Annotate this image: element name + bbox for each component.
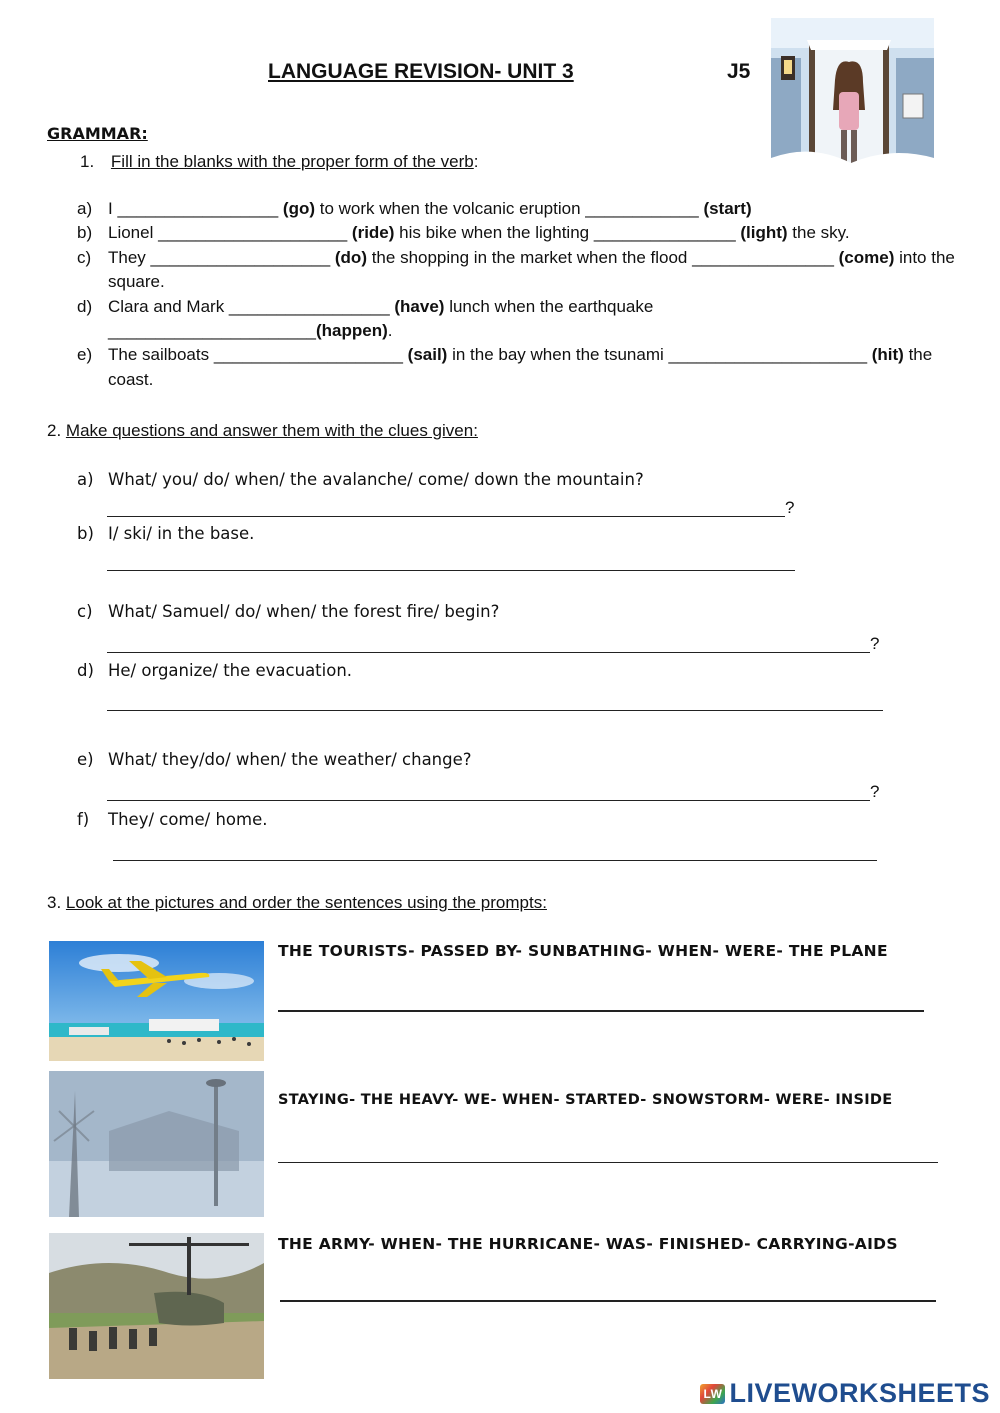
item-label: b) bbox=[77, 223, 93, 243]
question-item bbox=[77, 470, 897, 489]
section-instruction: Look at the pictures and order the sentences using the prompts: bbox=[65, 893, 547, 912]
prompt-sentence-2: STAYING- THE HEAVY- WE- WHEN- STARTED- SNOWSTORM- WERE- INSIDE bbox=[278, 1092, 893, 1108]
plane-beach-photo bbox=[49, 941, 264, 1061]
item-text: What/ Samuel/ do/ when/ the forest fire/ begin? bbox=[108, 602, 500, 621]
section1-heading bbox=[80, 150, 479, 174]
item-text: They ___________________ (do) the shopping in the market when the flood _______________ (come) into the square. bbox=[108, 247, 955, 292]
answer-line[interactable] bbox=[278, 1162, 938, 1163]
question-item bbox=[77, 524, 897, 543]
answer-line[interactable] bbox=[280, 1300, 936, 1302]
item-text: He/ organize/ the evacuation. bbox=[108, 661, 353, 680]
snowstorm-photo bbox=[49, 1071, 264, 1217]
answer-line[interactable] bbox=[107, 800, 870, 801]
section-number: 1. bbox=[80, 152, 95, 171]
answer-line[interactable] bbox=[278, 1010, 924, 1012]
army-helicopter-photo bbox=[49, 1233, 264, 1379]
question-item bbox=[77, 750, 897, 769]
question-mark: ? bbox=[870, 634, 880, 653]
prompt-sentence-1: THE TOURISTS- PASSED BY- SUNBATHING- WHEN- WERE- THE PLANE bbox=[278, 942, 888, 960]
item-text: Lionel ____________________ (ride) his bike when the lighting _______________ (light) the sky. bbox=[108, 223, 850, 243]
answer-line[interactable] bbox=[107, 652, 870, 653]
item-label: c) bbox=[77, 247, 92, 267]
grammar-heading: GRAMMAR: bbox=[47, 124, 148, 143]
item-text: They/ come/ home. bbox=[108, 810, 268, 829]
item-text: What/ you/ do/ when/ the avalanche/ come/ down the mountain? bbox=[108, 470, 644, 489]
list-item bbox=[77, 246, 977, 295]
answer-line[interactable] bbox=[107, 570, 795, 571]
item-label: d) bbox=[77, 661, 94, 680]
question-item bbox=[77, 810, 897, 829]
item-label: c) bbox=[77, 602, 93, 621]
item-label: d) bbox=[77, 296, 93, 316]
logo-text: LIVEWORKSHEETS bbox=[729, 1378, 990, 1408]
item-label: a) bbox=[77, 199, 93, 218]
item-text: The sailboats ____________________ (sail) in the bay when the tsunami _____________________ (hit) the coast. bbox=[108, 345, 933, 389]
answer-line[interactable] bbox=[107, 516, 785, 517]
item-text: What/ they/do/ when/ the weather/ change? bbox=[108, 750, 472, 769]
logo-badge: LW bbox=[700, 1384, 725, 1404]
section3-heading bbox=[47, 891, 547, 915]
question-item bbox=[77, 602, 897, 621]
item-label: e) bbox=[77, 345, 93, 365]
item-text: I/ ski/ in the base. bbox=[108, 524, 255, 543]
item-text: Clara and Mark _________________ (have) lunch when the earthquake ______________________(happen). bbox=[108, 296, 654, 341]
worksheet-title: LANGUAGE REVISION- UNIT 3 bbox=[268, 60, 574, 83]
list-item bbox=[77, 221, 977, 245]
list-item bbox=[77, 197, 977, 221]
instruction-colon: : bbox=[473, 152, 479, 171]
question-mark: ? bbox=[785, 498, 795, 517]
section-number: 3. bbox=[47, 893, 62, 912]
prompt-sentence-3: THE ARMY- WHEN- THE HURRICANE- WAS- FINISHED- CARRYING-AIDS bbox=[278, 1235, 898, 1253]
fill-blank-list bbox=[77, 197, 977, 392]
question-item bbox=[77, 661, 897, 680]
item-label: e) bbox=[77, 750, 94, 769]
avatar-picture bbox=[771, 18, 934, 181]
item-text: I _________________ (go) to work when the volcanic eruption ____________ (start) bbox=[108, 199, 752, 218]
list-item bbox=[77, 343, 977, 392]
section2-heading bbox=[47, 419, 478, 443]
answer-line[interactable] bbox=[113, 860, 877, 861]
section-number: 2. bbox=[47, 421, 62, 440]
section-instruction: Make questions and answer them with the clues given: bbox=[65, 421, 478, 440]
list-item bbox=[77, 295, 977, 344]
item-label: f) bbox=[77, 810, 90, 829]
item-label: b) bbox=[77, 524, 94, 543]
question-mark: ? bbox=[870, 782, 880, 801]
liveworksheets-logo bbox=[700, 1378, 990, 1409]
answer-line[interactable] bbox=[107, 710, 883, 711]
item-label: a) bbox=[77, 470, 94, 489]
section-instruction: Fill in the blanks with the proper form of the verb bbox=[110, 152, 474, 171]
level-label: J5 bbox=[727, 60, 751, 83]
